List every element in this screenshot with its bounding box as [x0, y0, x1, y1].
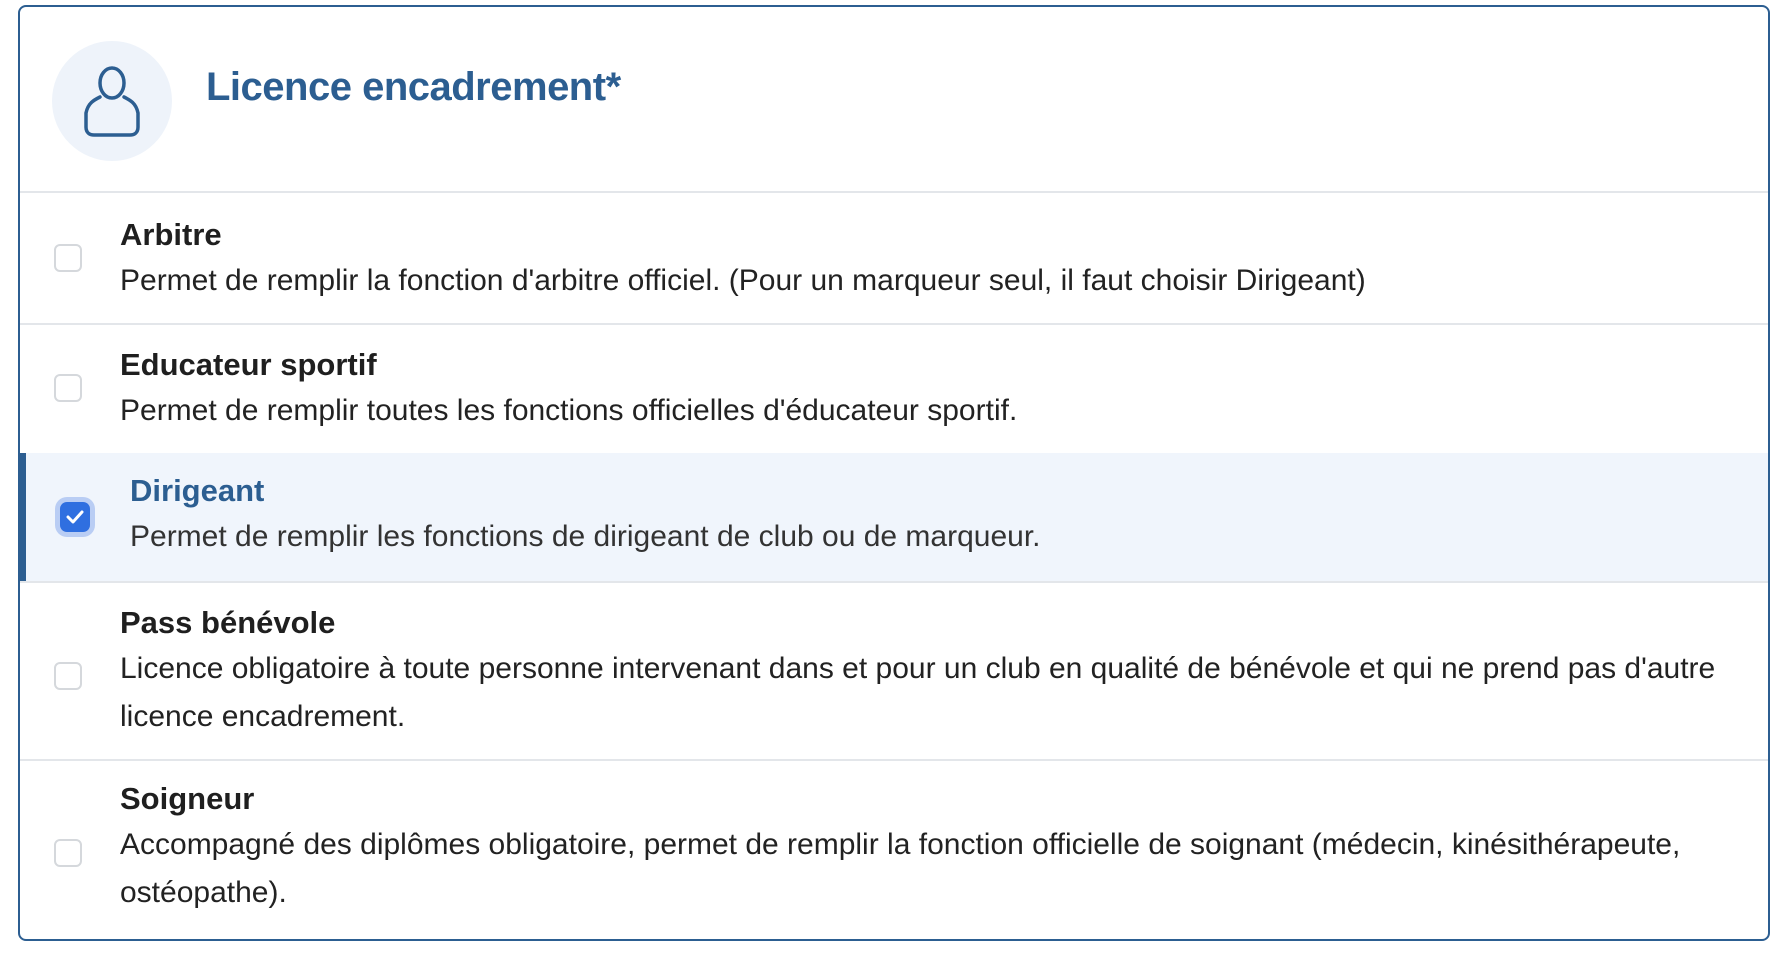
option-pass-benevole[interactable]	[20, 581, 1768, 759]
page-title: Licence encadrement*	[206, 65, 621, 109]
checkbox-dirigeant[interactable]	[60, 502, 90, 532]
avatar	[52, 41, 172, 161]
option-description: Permet de remplir les fonctions de dirigeant de club ou de marqueur.	[130, 520, 1041, 553]
user-icon	[80, 63, 144, 139]
option-title: Educateur sportif	[120, 347, 377, 382]
option-title: Arbitre	[120, 217, 222, 252]
option-description: Accompagné des diplômes obligatoire, permet de remplir la fonction officielle de soignant (médecin, kinésithérapeute, ostéopathe).	[120, 828, 1681, 909]
option-arbitre[interactable]	[20, 193, 1768, 323]
option-title: Soigneur	[120, 781, 255, 816]
option-description: Permet de remplir toutes les fonctions officielles d'éducateur sportif.	[120, 394, 1018, 427]
option-description: Permet de remplir la fonction d'arbitre officiel. (Pour un marqueur seul, il faut choisir Dirigeant)	[120, 264, 1366, 297]
option-soigneur[interactable]	[20, 759, 1768, 939]
checkmark-icon	[66, 510, 84, 524]
option-educateur-sportif[interactable]	[20, 323, 1768, 453]
option-title: Pass bénévole	[120, 605, 336, 640]
checkbox-soigneur[interactable]	[54, 839, 82, 867]
checkbox-arbitre[interactable]	[54, 244, 82, 272]
checkbox-educateur-sportif[interactable]	[54, 374, 82, 402]
licence-encadrement-card	[18, 5, 1770, 941]
option-dirigeant[interactable]	[20, 453, 1768, 581]
option-title: Dirigeant	[130, 473, 265, 508]
card-header	[20, 7, 1768, 193]
option-description: Licence obligatoire à toute personne intervenant dans et pour un club en qualité de bénévole et qui ne prend pas d'autre licence encadrement.	[120, 652, 1716, 733]
checkbox-pass-benevole[interactable]	[54, 662, 82, 690]
